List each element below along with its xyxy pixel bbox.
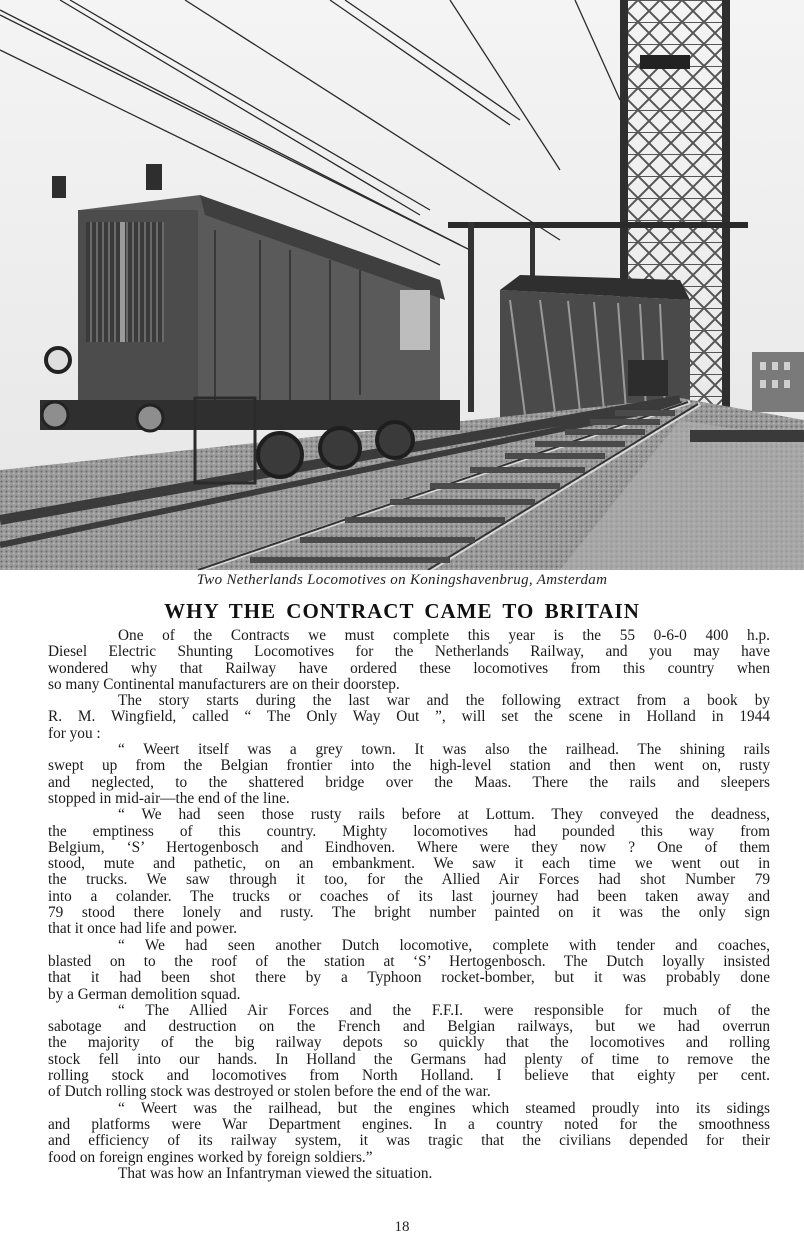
buffer (42, 402, 68, 428)
paragraph-first-line: “ Weert itself was a grey town. It was also the railhead. The shining rails (118, 741, 770, 759)
text-line: of Dutch rolling stock was destroyed or stolen before the end of the war. (48, 1083, 491, 1101)
paragraph-first-line: “ Weert was the railhead, but the engines which steamed proudly into its sidings (118, 1099, 770, 1117)
photo-caption: Two Netherlands Locomotives on Koningshavenbrug, Amsterdam (196, 572, 608, 588)
headlamp (46, 348, 70, 372)
locomotive-photo (0, 0, 804, 570)
text-line: the trucks. We saw through it too, for the Allied Air Forces had shot Number 79 (48, 871, 770, 889)
photo-illustration (0, 0, 804, 570)
paragraph-first-line: That was how an Infantryman viewed the situation. (118, 1164, 433, 1182)
paragraph-first-line: “ We had seen another Dutch locomotive, complete with tender and coaches, (118, 936, 770, 954)
text-line: 79 stood there lonely and rusty. The bright number painted on it was the only sign (48, 904, 770, 922)
text-line: stock fell into our hands. In Holland the Germans had plenty of time to remove the (48, 1050, 770, 1068)
text-line: Belgium, ‘S’ Hertogenbosch and Eindhoven. Where were they now ? One of them (48, 838, 770, 856)
article-title: WHY THE CONTRACT CAME TO BRITAIN (164, 599, 640, 623)
text-line: and neglected, to the shattered bridge over the Maas. There the rails and sleepers (48, 773, 770, 791)
text-line: stood, mute and pathetic, on an embankment. We saw it each time we went out in (48, 855, 770, 873)
text-line: blasted on to the roof of the station at ‘S’ Hertogenbosch. The Dutch loyally insisted (48, 952, 770, 970)
text-line: and platforms were War Department engines. In a country noted for the smoothness (48, 1115, 770, 1133)
paragraph-first-line: “ We had seen those rusty rails before at Lottum. They conveyed the deadness, (118, 806, 770, 824)
text-line: swept up from the Belgian frontier into the high-level station and then went on, rusty (48, 757, 770, 775)
text-line: by a German demolition squad. (48, 985, 241, 1003)
text-line: food on foreign engines worked by foreign soldiers.” (48, 1148, 373, 1166)
text-line: and efficiency of its railway system, it was tragic that the civilians depended for their (48, 1132, 770, 1150)
text-line: that it once had life and power. (48, 920, 238, 938)
fence (690, 430, 804, 442)
text-line: the emptiness of this country. Mighty locomotives had pounded this way from (48, 822, 770, 840)
text-line: R. M. Wingfield, called “ The Only Way Out ”, will set the scene in Holland in 1944 (48, 708, 770, 726)
text-line: so many Continental manufacturers are on their doorstep. (48, 675, 400, 693)
paragraph-first-line: The story starts during the last war and the following extract from a book by (118, 692, 770, 710)
text-line: rolling stock and locomotives from North Holland. I believe that eighty per cent. (48, 1067, 770, 1085)
text-line: Diesel Electric Shunting Locomotives for the Netherlands Railway, and you may have (48, 643, 770, 661)
article-body (48, 628, 770, 1213)
text-line: that it had been shot there by a Typhoon rocket-bomber, but it was probably done (48, 969, 770, 987)
text-line: stopped in mid-air—the end of the line. (48, 789, 290, 807)
text-line: sabotage and destruction on the French and Belgian railways, but we had overrun (48, 1018, 770, 1036)
text-line: the majority of the big railway depots so quickly that the locomotives and rolling (48, 1034, 770, 1052)
text-line: into a colander. The trucks or coaches of its last journey had been taken away and (48, 887, 770, 905)
paragraph-first-line: “ The Allied Air Forces and the F.F.I. were responsible for much of the (118, 1001, 770, 1019)
wheel (258, 433, 302, 477)
catenary-gantry (448, 222, 748, 228)
distant-train (628, 360, 668, 396)
page-number: 18 (394, 1219, 410, 1235)
text-line: for you : (48, 724, 101, 742)
text-line: wondered why that Railway have ordered these locomotives from this country when (48, 659, 770, 677)
paragraph-first-line: One of the Contracts we must complete this year is the 55 0-6-0 400 h.p. (118, 627, 770, 644)
